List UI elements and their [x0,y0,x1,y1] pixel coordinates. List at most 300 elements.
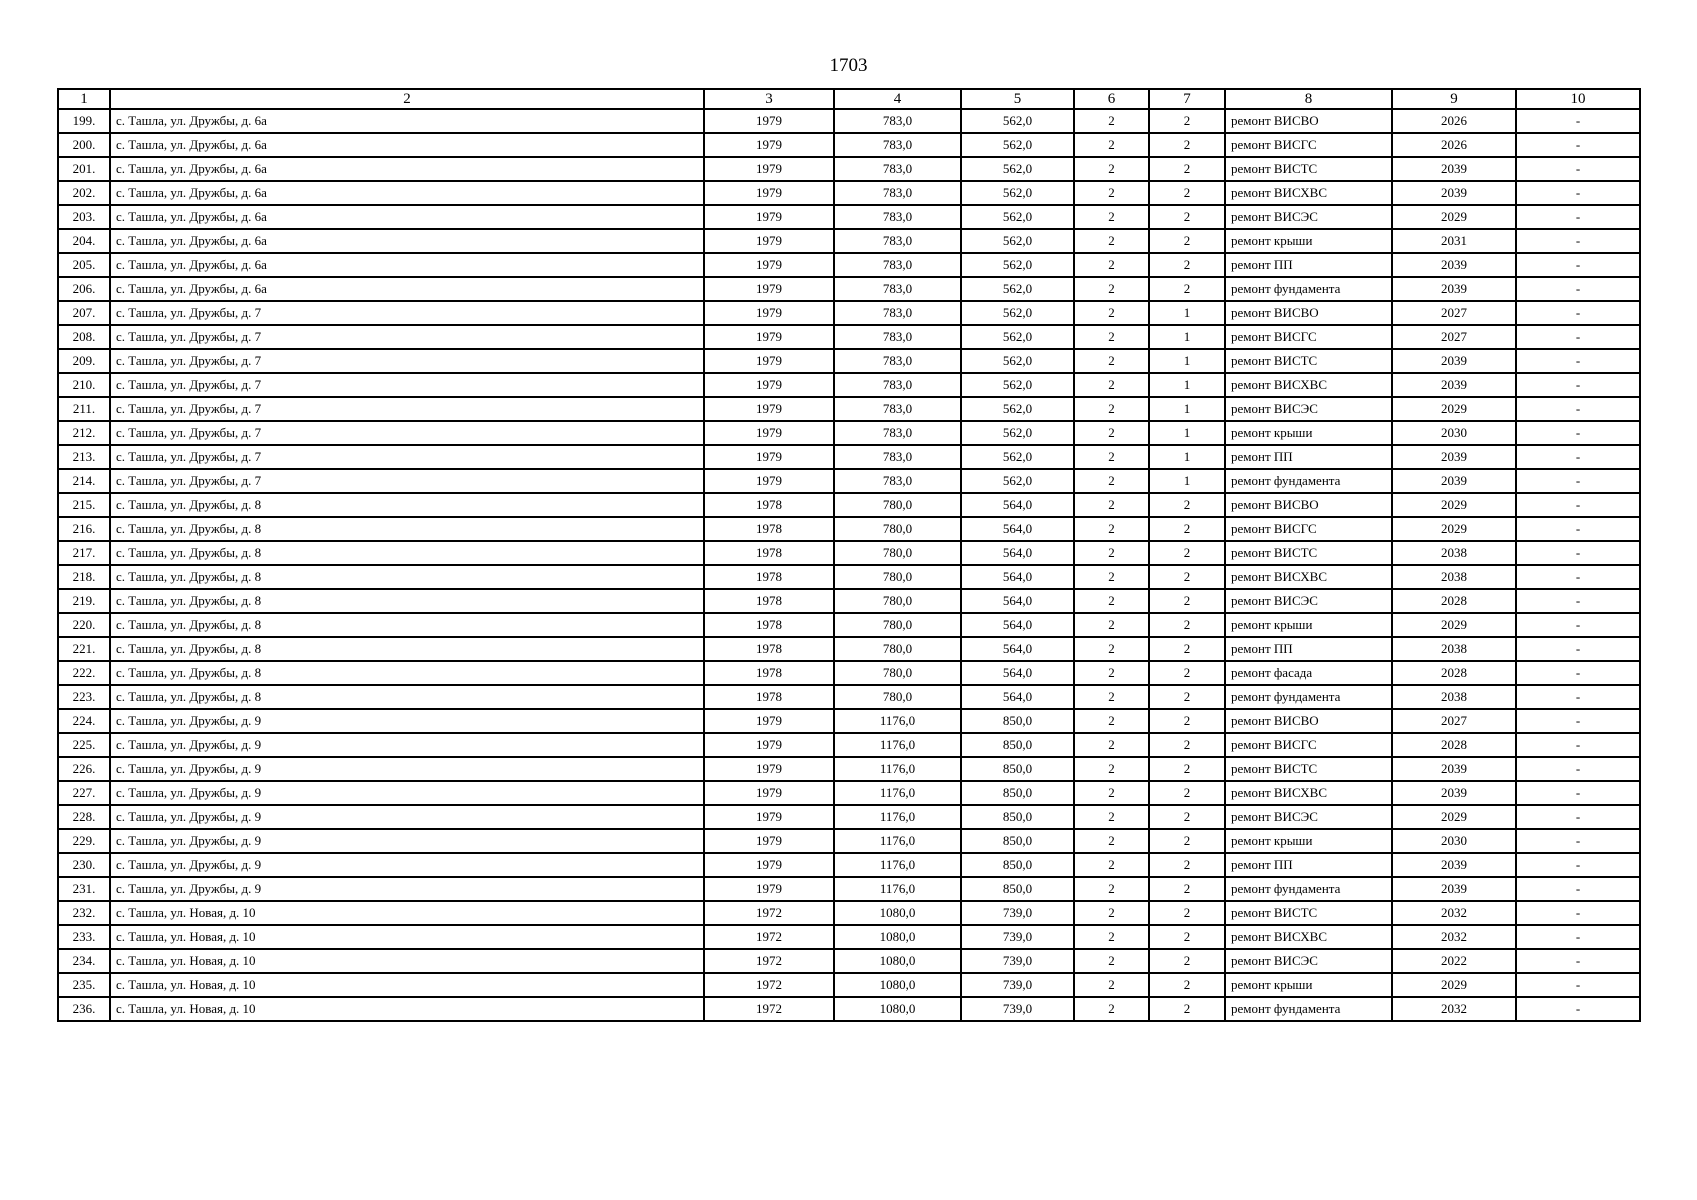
cell-living-area: 564,0 [961,493,1074,517]
cell-living-area: 850,0 [961,805,1074,829]
table-row [58,877,1640,901]
cell-total-area: 783,0 [834,253,961,277]
cell-living-area: 562,0 [961,421,1074,445]
cell-work-type: ремонт ВИСТС [1225,541,1392,565]
cell-address: с. Ташла, ул. Дружбы, д. 9 [110,853,704,877]
cell-row-number: 209. [58,349,110,373]
cell-note: - [1516,493,1640,517]
cell-floors: 2 [1074,757,1149,781]
cell-living-area: 739,0 [961,997,1074,1021]
cell-floors: 2 [1074,973,1149,997]
cell-total-area: 783,0 [834,349,961,373]
cell-total-area: 780,0 [834,517,961,541]
cell-planned-year: 2028 [1392,733,1516,757]
cell-address: с. Ташла, ул. Дружбы, д. 8 [110,637,704,661]
cell-row-number: 228. [58,805,110,829]
cell-note: - [1516,565,1640,589]
cell-floors: 2 [1074,445,1149,469]
cell-note: - [1516,253,1640,277]
cell-entrances: 2 [1149,253,1225,277]
table-row [58,541,1640,565]
cell-address: с. Ташла, ул. Дружбы, д. 8 [110,493,704,517]
cell-row-number: 206. [58,277,110,301]
cell-total-area: 783,0 [834,229,961,253]
cell-year-built: 1979 [704,373,834,397]
cell-total-area: 783,0 [834,277,961,301]
cell-living-area: 739,0 [961,973,1074,997]
cell-row-number: 203. [58,205,110,229]
cell-entrances: 2 [1149,709,1225,733]
cell-work-type: ремонт крыши [1225,973,1392,997]
table-row [58,973,1640,997]
cell-note: - [1516,925,1640,949]
cell-total-area: 1176,0 [834,829,961,853]
cell-year-built: 1979 [704,781,834,805]
cell-year-built: 1978 [704,541,834,565]
cell-entrances: 2 [1149,613,1225,637]
cell-total-area: 780,0 [834,493,961,517]
cell-entrances: 1 [1149,301,1225,325]
cell-year-built: 1979 [704,853,834,877]
cell-total-area: 1176,0 [834,757,961,781]
cell-work-type: ремонт фундамента [1225,469,1392,493]
cell-planned-year: 2027 [1392,709,1516,733]
cell-row-number: 225. [58,733,110,757]
cell-note: - [1516,589,1640,613]
cell-address: с. Ташла, ул. Дружбы, д. 9 [110,733,704,757]
cell-work-type: ремонт ВИСТС [1225,157,1392,181]
cell-planned-year: 2029 [1392,397,1516,421]
cell-row-number: 215. [58,493,110,517]
table-row [58,733,1640,757]
cell-note: - [1516,325,1640,349]
cell-address: с. Ташла, ул. Новая, д. 10 [110,949,704,973]
cell-entrances: 2 [1149,877,1225,901]
cell-living-area: 562,0 [961,397,1074,421]
cell-row-number: 234. [58,949,110,973]
cell-living-area: 739,0 [961,925,1074,949]
cell-note: - [1516,637,1640,661]
table-row [58,133,1640,157]
cell-year-built: 1972 [704,949,834,973]
cell-address: с. Ташла, ул. Новая, д. 10 [110,901,704,925]
cell-note: - [1516,229,1640,253]
cell-address: с. Ташла, ул. Дружбы, д. 7 [110,349,704,373]
cell-row-number: 217. [58,541,110,565]
cell-year-built: 1978 [704,637,834,661]
cell-floors: 2 [1074,613,1149,637]
column-header-3: 3 [704,89,834,109]
cell-living-area: 850,0 [961,877,1074,901]
cell-planned-year: 2039 [1392,349,1516,373]
table-row [58,565,1640,589]
cell-planned-year: 2039 [1392,157,1516,181]
cell-floors: 2 [1074,373,1149,397]
cell-floors: 2 [1074,685,1149,709]
table-row [58,805,1640,829]
table-row [58,397,1640,421]
cell-row-number: 222. [58,661,110,685]
cell-total-area: 1176,0 [834,781,961,805]
table-row [58,781,1640,805]
cell-planned-year: 2029 [1392,805,1516,829]
cell-entrances: 2 [1149,565,1225,589]
column-header-7: 7 [1149,89,1225,109]
cell-planned-year: 2030 [1392,421,1516,445]
cell-planned-year: 2032 [1392,901,1516,925]
cell-row-number: 235. [58,973,110,997]
cell-note: - [1516,853,1640,877]
cell-entrances: 2 [1149,685,1225,709]
cell-floors: 2 [1074,733,1149,757]
cell-entrances: 2 [1149,853,1225,877]
cell-work-type: ремонт ВИСХВС [1225,565,1392,589]
cell-total-area: 1080,0 [834,925,961,949]
cell-work-type: ремонт ВИСГС [1225,517,1392,541]
cell-work-type: ремонт ВИСХВС [1225,925,1392,949]
cell-entrances: 2 [1149,757,1225,781]
cell-note: - [1516,997,1640,1021]
cell-total-area: 1176,0 [834,709,961,733]
cell-entrances: 2 [1149,109,1225,133]
cell-living-area: 564,0 [961,685,1074,709]
cell-work-type: ремонт фасада [1225,661,1392,685]
cell-row-number: 211. [58,397,110,421]
cell-year-built: 1972 [704,997,834,1021]
cell-entrances: 2 [1149,277,1225,301]
cell-total-area: 783,0 [834,205,961,229]
cell-floors: 2 [1074,805,1149,829]
cell-planned-year: 2038 [1392,685,1516,709]
cell-planned-year: 2039 [1392,877,1516,901]
table-row [58,229,1640,253]
cell-planned-year: 2030 [1392,829,1516,853]
table-row [58,445,1640,469]
cell-year-built: 1978 [704,613,834,637]
cell-work-type: ремонт ВИСТС [1225,901,1392,925]
cell-note: - [1516,949,1640,973]
cell-floors: 2 [1074,661,1149,685]
cell-year-built: 1979 [704,109,834,133]
cell-row-number: 210. [58,373,110,397]
cell-address: с. Ташла, ул. Новая, д. 10 [110,925,704,949]
cell-address: с. Ташла, ул. Новая, д. 10 [110,973,704,997]
cell-floors: 2 [1074,157,1149,181]
cell-row-number: 212. [58,421,110,445]
cell-year-built: 1979 [704,325,834,349]
cell-address: с. Ташла, ул. Дружбы, д. 7 [110,421,704,445]
cell-total-area: 783,0 [834,325,961,349]
cell-entrances: 2 [1149,829,1225,853]
cell-address: с. Ташла, ул. Дружбы, д. 9 [110,877,704,901]
table-row [58,349,1640,373]
cell-work-type: ремонт крыши [1225,421,1392,445]
cell-address: с. Ташла, ул. Дружбы, д. 9 [110,829,704,853]
cell-planned-year: 2039 [1392,757,1516,781]
cell-total-area: 783,0 [834,421,961,445]
cell-year-built: 1979 [704,277,834,301]
cell-total-area: 780,0 [834,661,961,685]
cell-row-number: 224. [58,709,110,733]
cell-entrances: 2 [1149,493,1225,517]
cell-work-type: ремонт ПП [1225,445,1392,469]
column-header-9: 9 [1392,89,1516,109]
table-body [58,109,1640,1021]
cell-entrances: 2 [1149,733,1225,757]
cell-work-type: ремонт ВИСХВС [1225,373,1392,397]
cell-year-built: 1979 [704,877,834,901]
table-row [58,829,1640,853]
cell-living-area: 562,0 [961,277,1074,301]
cell-address: с. Ташла, ул. Дружбы, д. 7 [110,301,704,325]
table-row [58,997,1640,1021]
cell-note: - [1516,541,1640,565]
cell-entrances: 2 [1149,517,1225,541]
cell-year-built: 1979 [704,757,834,781]
cell-address: с. Ташла, ул. Дружбы, д. 6а [110,277,704,301]
cell-note: - [1516,181,1640,205]
cell-year-built: 1972 [704,973,834,997]
cell-planned-year: 2039 [1392,781,1516,805]
column-header-8: 8 [1225,89,1392,109]
cell-total-area: 1080,0 [834,949,961,973]
cell-note: - [1516,661,1640,685]
cell-living-area: 562,0 [961,157,1074,181]
cell-total-area: 1080,0 [834,973,961,997]
table-row [58,181,1640,205]
cell-address: с. Ташла, ул. Дружбы, д. 6а [110,109,704,133]
repair-schedule-table [57,88,1641,1022]
cell-planned-year: 2032 [1392,925,1516,949]
cell-total-area: 783,0 [834,469,961,493]
cell-year-built: 1972 [704,901,834,925]
cell-total-area: 1176,0 [834,733,961,757]
cell-work-type: ремонт ПП [1225,637,1392,661]
cell-floors: 2 [1074,997,1149,1021]
cell-planned-year: 2032 [1392,997,1516,1021]
cell-planned-year: 2028 [1392,589,1516,613]
cell-row-number: 227. [58,781,110,805]
cell-planned-year: 2022 [1392,949,1516,973]
cell-living-area: 850,0 [961,781,1074,805]
cell-work-type: ремонт ВИСХВС [1225,181,1392,205]
cell-floors: 2 [1074,205,1149,229]
cell-planned-year: 2029 [1392,973,1516,997]
cell-total-area: 783,0 [834,133,961,157]
cell-work-type: ремонт фундамента [1225,685,1392,709]
cell-year-built: 1979 [704,709,834,733]
cell-address: с. Ташла, ул. Дружбы, д. 6а [110,229,704,253]
cell-living-area: 562,0 [961,133,1074,157]
table-row [58,709,1640,733]
cell-living-area: 850,0 [961,733,1074,757]
cell-living-area: 564,0 [961,589,1074,613]
cell-floors: 2 [1074,781,1149,805]
cell-note: - [1516,469,1640,493]
cell-address: с. Ташла, ул. Дружбы, д. 7 [110,373,704,397]
cell-year-built: 1979 [704,181,834,205]
cell-year-built: 1979 [704,157,834,181]
table-row [58,469,1640,493]
cell-address: с. Ташла, ул. Дружбы, д. 6а [110,133,704,157]
cell-entrances: 2 [1149,589,1225,613]
table-row [58,589,1640,613]
cell-year-built: 1979 [704,349,834,373]
cell-year-built: 1978 [704,517,834,541]
cell-year-built: 1979 [704,133,834,157]
cell-total-area: 783,0 [834,373,961,397]
cell-address: с. Ташла, ул. Дружбы, д. 6а [110,181,704,205]
cell-year-built: 1979 [704,421,834,445]
cell-address: с. Ташла, ул. Дружбы, д. 7 [110,445,704,469]
cell-entrances: 1 [1149,469,1225,493]
cell-year-built: 1978 [704,589,834,613]
cell-note: - [1516,205,1640,229]
cell-floors: 2 [1074,853,1149,877]
cell-living-area: 739,0 [961,949,1074,973]
cell-address: с. Ташла, ул. Дружбы, д. 9 [110,709,704,733]
cell-entrances: 2 [1149,205,1225,229]
cell-planned-year: 2038 [1392,541,1516,565]
cell-row-number: 208. [58,325,110,349]
cell-address: с. Ташла, ул. Дружбы, д. 9 [110,757,704,781]
table-row [58,205,1640,229]
cell-planned-year: 2029 [1392,205,1516,229]
cell-row-number: 202. [58,181,110,205]
cell-floors: 2 [1074,253,1149,277]
table-row [58,661,1640,685]
cell-living-area: 562,0 [961,349,1074,373]
column-header-4: 4 [834,89,961,109]
cell-work-type: ремонт ВИСВО [1225,109,1392,133]
cell-note: - [1516,973,1640,997]
cell-year-built: 1979 [704,733,834,757]
cell-note: - [1516,277,1640,301]
cell-note: - [1516,901,1640,925]
cell-note: - [1516,877,1640,901]
cell-entrances: 2 [1149,157,1225,181]
cell-living-area: 564,0 [961,613,1074,637]
cell-note: - [1516,301,1640,325]
cell-note: - [1516,757,1640,781]
cell-row-number: 218. [58,565,110,589]
cell-row-number: 232. [58,901,110,925]
cell-year-built: 1979 [704,229,834,253]
cell-floors: 2 [1074,397,1149,421]
cell-row-number: 231. [58,877,110,901]
cell-living-area: 562,0 [961,469,1074,493]
cell-row-number: 221. [58,637,110,661]
cell-living-area: 739,0 [961,901,1074,925]
cell-work-type: ремонт ПП [1225,853,1392,877]
cell-planned-year: 2026 [1392,133,1516,157]
table-row [58,325,1640,349]
table-row [58,253,1640,277]
cell-floors: 2 [1074,541,1149,565]
cell-living-area: 562,0 [961,301,1074,325]
cell-entrances: 2 [1149,133,1225,157]
cell-work-type: ремонт ВИСВО [1225,493,1392,517]
cell-planned-year: 2029 [1392,517,1516,541]
cell-living-area: 562,0 [961,373,1074,397]
cell-floors: 2 [1074,517,1149,541]
cell-total-area: 1080,0 [834,997,961,1021]
cell-work-type: ремонт ВИСЭС [1225,949,1392,973]
cell-row-number: 200. [58,133,110,157]
cell-address: с. Ташла, ул. Дружбы, д. 6а [110,253,704,277]
cell-total-area: 783,0 [834,301,961,325]
cell-planned-year: 2029 [1392,493,1516,517]
cell-floors: 2 [1074,181,1149,205]
cell-entrances: 2 [1149,181,1225,205]
cell-planned-year: 2028 [1392,661,1516,685]
column-header-1: 1 [58,89,110,109]
column-header-10: 10 [1516,89,1640,109]
cell-floors: 2 [1074,229,1149,253]
cell-work-type: ремонт ВИСВО [1225,709,1392,733]
cell-year-built: 1978 [704,685,834,709]
cell-floors: 2 [1074,589,1149,613]
cell-year-built: 1978 [704,493,834,517]
cell-floors: 2 [1074,877,1149,901]
cell-total-area: 1080,0 [834,901,961,925]
cell-floors: 2 [1074,301,1149,325]
cell-row-number: 223. [58,685,110,709]
cell-address: с. Ташла, ул. Дружбы, д. 6а [110,205,704,229]
cell-floors: 2 [1074,421,1149,445]
table-row [58,373,1640,397]
cell-living-area: 564,0 [961,565,1074,589]
cell-living-area: 562,0 [961,205,1074,229]
cell-planned-year: 2031 [1392,229,1516,253]
cell-row-number: 214. [58,469,110,493]
cell-floors: 2 [1074,349,1149,373]
cell-total-area: 783,0 [834,109,961,133]
cell-address: с. Ташла, ул. Дружбы, д. 8 [110,589,704,613]
cell-note: - [1516,133,1640,157]
cell-year-built: 1979 [704,253,834,277]
cell-address: с. Ташла, ул. Дружбы, д. 8 [110,565,704,589]
cell-note: - [1516,781,1640,805]
cell-entrances: 2 [1149,805,1225,829]
cell-work-type: ремонт ВИСТС [1225,349,1392,373]
cell-floors: 2 [1074,493,1149,517]
cell-work-type: ремонт фундамента [1225,277,1392,301]
cell-living-area: 562,0 [961,229,1074,253]
cell-living-area: 562,0 [961,325,1074,349]
cell-total-area: 780,0 [834,685,961,709]
cell-note: - [1516,709,1640,733]
column-header-2: 2 [110,89,704,109]
cell-floors: 2 [1074,109,1149,133]
cell-row-number: 220. [58,613,110,637]
cell-work-type: ремонт ВИСЭС [1225,805,1392,829]
cell-floors: 2 [1074,925,1149,949]
table-row [58,109,1640,133]
cell-entrances: 2 [1149,925,1225,949]
cell-work-type: ремонт ВИСГС [1225,133,1392,157]
cell-floors: 2 [1074,325,1149,349]
cell-address: с. Ташла, ул. Дружбы, д. 8 [110,541,704,565]
cell-floors: 2 [1074,637,1149,661]
cell-year-built: 1978 [704,565,834,589]
cell-entrances: 2 [1149,229,1225,253]
cell-work-type: ремонт фундамента [1225,877,1392,901]
cell-note: - [1516,109,1640,133]
cell-address: с. Ташла, ул. Дружбы, д. 6а [110,157,704,181]
cell-note: - [1516,733,1640,757]
cell-work-type: ремонт ВИСЭС [1225,397,1392,421]
